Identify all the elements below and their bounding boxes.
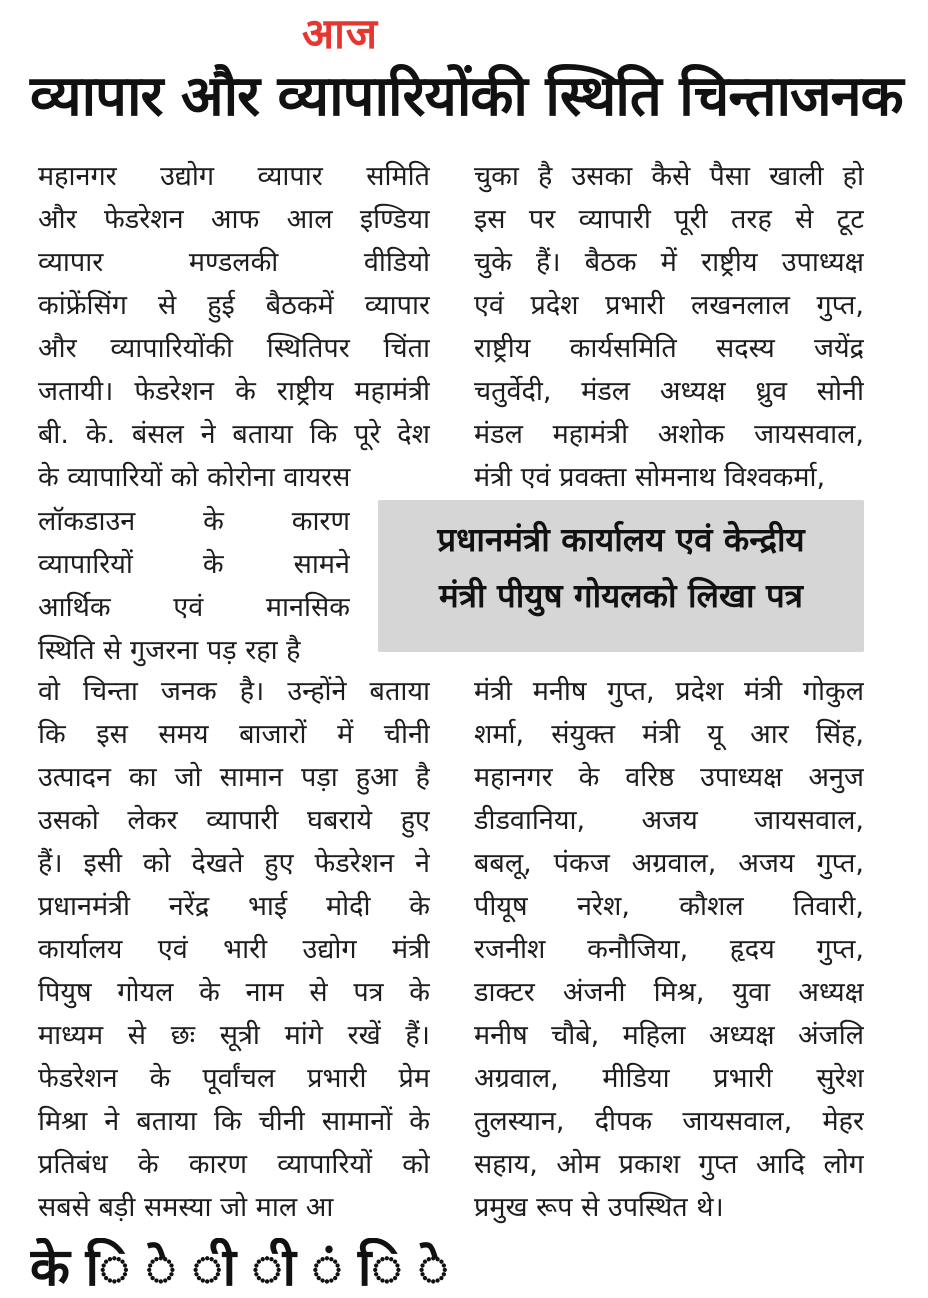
article-text-line: कार्यालय एवं भारी उद्योग मंत्री — [38, 934, 430, 965]
article-text-line: आर्थिक एवं मानसिक — [38, 592, 350, 623]
article-text-line: इस पर व्यापारी पूरी तरह से टूट — [474, 204, 864, 235]
pull-quote-box — [378, 500, 864, 652]
article-text-line: उत्पादन का जो सामान पड़ा हुआ है — [38, 762, 430, 793]
article-text-line: मंडल महामंत्री अशोक जायसवाल, — [474, 419, 864, 450]
article-text-line: अग्रवाल, मीडिया प्रभारी सुरेश — [474, 1063, 864, 1094]
article-text-line: जतायी। फेडरेशन के राष्ट्रीय महामंत्री — [38, 376, 430, 407]
next-article-headline-cropped: के ि े ी ी ं ि े — [30, 1238, 451, 1298]
article-column-left-middle — [38, 500, 350, 672]
article-text-line: कि इस समय बाजारों में चीनी — [38, 719, 430, 750]
article-text-line: रजनीश कनौजिया, हृदय गुप्त, — [474, 934, 864, 965]
article-text-line: डीडवानिया, अजय जायसवाल, — [474, 805, 864, 836]
article-text-line: कांफ्रेंसिंग से हुई बैठकमें व्यापार — [38, 290, 430, 321]
article-column-right-top — [474, 155, 864, 499]
article-headline: व्यापार और व्यापारियोंकी स्थिति चिन्ताजनक — [30, 64, 903, 129]
article-text-line: मंत्री मनीष गुप्त, प्रदेश मंत्री गोकुल — [474, 676, 864, 707]
article-text-line: प्रधानमंत्री नरेंद्र भाई मोदी के — [38, 891, 430, 922]
article-text-line: चुका है उसका कैसे पैसा खाली हो — [474, 161, 864, 192]
article-text-line: और व्यापारियोंकी स्थितिपर चिंता — [38, 333, 430, 364]
article-text-line: हैं। इसी को देखते हुए फेडरेशन ने — [38, 848, 430, 879]
article-text-line: महानगर उद्योग व्यापार समिति — [38, 161, 430, 192]
article-text-line: पियुष गोयल के नाम से पत्र के — [38, 977, 430, 1008]
article-text-line: मिश्रा ने बताया कि चीनी सामानों के — [38, 1106, 430, 1137]
article-text-line: एवं प्रदेश प्रभारी लखनलाल गुप्त, — [474, 290, 864, 321]
article-text-line: राष्ट्रीय कार्यसमिति सदस्य जयेंद्र — [474, 333, 864, 364]
article-column-left-top — [38, 155, 430, 499]
article-text-line: बी. के. बंसल ने बताया कि पूरे देश — [38, 419, 430, 450]
article-text-line: स्थिति से गुजरना पड़ रहा है — [38, 635, 301, 666]
article-text-line: और फेडरेशन आफ आल इण्डिया — [38, 204, 430, 235]
pull-quote-line: मंत्री पीयुष गोयलको लिखा पत्र — [439, 576, 803, 615]
article-text-line: व्यापार मण्डलकी वीडियो — [38, 247, 430, 278]
article-text-line: डाक्टर अंजनी मिश्र, युवा अध्यक्ष — [474, 977, 864, 1008]
article-text-line: चुके हैं। बैठक में राष्ट्रीय उपाध्यक्ष — [474, 247, 864, 278]
article-text-line: बबलू, पंकज अग्रवाल, अजय गुप्त, — [474, 848, 864, 879]
article-text-line: प्रतिबंध के कारण व्यापारियों को — [38, 1149, 430, 1180]
article-text-line: मंत्री एवं प्रवक्ता सोमनाथ विश्वकर्मा, — [474, 462, 826, 493]
article-column-left-bottom — [38, 670, 430, 1229]
article-text-line: चतुर्वेदी, मंडल अध्यक्ष ध्रुव सोनी — [474, 376, 864, 407]
article-text-line: सहाय, ओम प्रकाश गुप्त आदि लोग — [474, 1149, 864, 1180]
pull-quote-line: प्रधानमंत्री कार्यालय एवं केन्द्रीय — [437, 520, 805, 559]
article-text-line: तुलस्यान, दीपक जायसवाल, मेहर — [474, 1106, 864, 1137]
newspaper-masthead-logo: आज — [301, 9, 379, 58]
article-text-line: व्यापारियों के सामने — [38, 549, 350, 580]
article-text-line: फेडरेशन के पूर्वांचल प्रभारी प्रेम — [38, 1063, 430, 1094]
article-text-line: माध्यम से छः सूत्री मांगे रखें हैं। — [38, 1020, 430, 1051]
article-text-line: लॉकडाउन के कारण — [38, 506, 350, 537]
article-text-line: पीयूष नरेश, कौशल तिवारी, — [474, 891, 864, 922]
article-text-line: के व्यापारियों को कोरोना वायरस — [38, 462, 351, 493]
article-text-line: प्रमुख रूप से उपस्थित थे। — [474, 1192, 724, 1223]
article-text-line: सबसे बड़ी समस्या जो माल आ — [38, 1192, 334, 1223]
article-column-right-bottom — [474, 670, 864, 1229]
article-text-line: वो चिन्ता जनक है। उन्होंने बताया — [38, 676, 430, 707]
article-text-line: उसको लेकर व्यापारी घबराये हुए — [38, 805, 430, 836]
article-text-line: मनीष चौबे, महिला अध्यक्ष अंजलि — [474, 1020, 864, 1051]
article-text-line: महानगर के वरिष्ठ उपाध्यक्ष अनुज — [474, 762, 864, 793]
article-text-line: शर्मा, संयुक्त मंत्री यू आर सिंह, — [474, 719, 864, 750]
